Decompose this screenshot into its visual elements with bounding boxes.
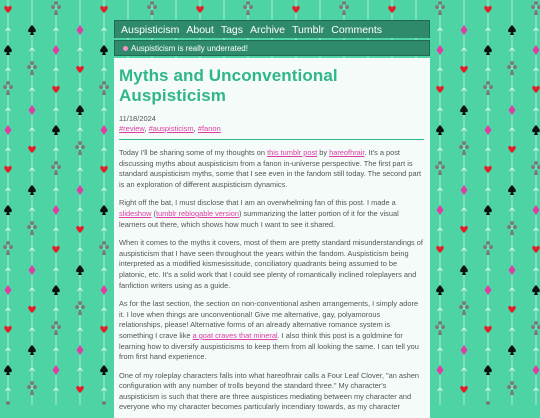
heart-icon: [28, 146, 36, 153]
link-tumblr-reblogable[interactable]: tumblr reblogable version: [155, 208, 239, 218]
paragraph-4: [119, 299, 424, 363]
top-nav: [114, 20, 430, 38]
paragraph-5: One of my roleplay characters falls into what hareofhrair calls a Four Leaf Clover, "an ashen configuration with any number of trolls beyond the standard three." My character's auspisticism is such that there are three auspistices mediating between my character and everyone who my character becomes particularly incendiary towards, as my character: [119, 370, 420, 412]
diamond-icon: [485, 125, 492, 135]
p1-text-a: Today I'll be sharing some of my thoughts on: [119, 148, 268, 157]
heart-icon: [76, 226, 84, 233]
spade-icon: [508, 185, 516, 195]
spade-icon: [436, 285, 444, 295]
link-slideshow[interactable]: slideshow: [119, 208, 152, 218]
heart-icon: [52, 86, 60, 93]
p2-text-b: (: [151, 208, 156, 218]
spade-icon: [460, 105, 468, 115]
spade-icon: [4, 365, 12, 375]
spade-icon: [508, 345, 516, 355]
spade-icon: [436, 125, 444, 135]
heart-icon: [460, 226, 468, 233]
heart-icon: [100, 326, 108, 333]
spade-icon: [52, 285, 60, 295]
paragraph-1: [119, 148, 424, 190]
diamond-icon: [101, 125, 108, 135]
spade-icon: [4, 205, 12, 215]
post-tags: #review, #auspisticism, #fanon: [119, 124, 221, 133]
diamond-icon: [53, 205, 60, 215]
p4-text-b: . I also think this post is a goldmine for learning how to diversify auspisticisms to keep them from all looking the same. I can tell you from first hand experience.: [119, 330, 419, 362]
club-icon: [531, 321, 540, 335]
nav-item-about[interactable]: About: [186, 23, 214, 36]
spade-icon: [28, 25, 36, 35]
diamond-icon: [77, 345, 84, 355]
club-icon: [531, 1, 540, 15]
diamond-icon: [533, 205, 540, 215]
nav-item-tags[interactable]: Tags: [220, 23, 243, 36]
bullet-icon: [123, 46, 128, 51]
p2-text-c: ) summarizing the latter portion of it for the visual learners out there, which shows how much I want to see it shared.: [119, 208, 399, 229]
club-icon: [3, 401, 13, 405]
diamond-icon: [461, 25, 468, 35]
heart-icon: [460, 386, 468, 393]
diamond-icon: [5, 125, 12, 135]
tag-review[interactable]: #review: [119, 124, 145, 133]
heart-icon: [484, 326, 492, 333]
post-date: 11/18/2024: [119, 114, 156, 123]
diamond-icon: [77, 185, 84, 195]
spade-icon: [484, 365, 492, 375]
heart-icon: [484, 6, 492, 13]
diamond-icon: [437, 205, 444, 215]
link-goat-mineral[interactable]: a goat craves that mineral: [192, 330, 278, 340]
spade-icon: [508, 25, 516, 35]
diamond-icon: [437, 45, 444, 55]
nav-item-home[interactable]: Auspisticism: [121, 23, 180, 36]
marquee-banner: [114, 40, 430, 56]
diamond-icon: [53, 365, 60, 375]
heart-icon: [460, 66, 468, 73]
diamond-icon: [533, 365, 540, 375]
heart-icon: [508, 306, 516, 313]
heart-icon: [52, 246, 60, 253]
heart-icon: [76, 66, 84, 73]
spade-icon: [460, 265, 468, 275]
heart-icon: [508, 146, 516, 153]
link-tumblr-post[interactable]: this tumblr post: [267, 148, 318, 157]
heart-icon: [28, 306, 36, 313]
tag-fanon[interactable]: #fanon: [197, 124, 221, 133]
heart-icon: [484, 166, 492, 173]
club-icon: [99, 401, 109, 405]
spade-icon: [52, 125, 60, 135]
heart-icon: [4, 166, 12, 173]
spade-icon: [28, 185, 36, 195]
diamond-icon: [461, 345, 468, 355]
spade-icon: [484, 205, 492, 215]
heart-icon: [436, 246, 444, 253]
diamond-icon: [101, 285, 108, 295]
heart-icon: [388, 6, 396, 13]
spade-icon: [532, 285, 540, 295]
spade-icon: [76, 105, 84, 115]
spade-icon: [484, 45, 492, 55]
heart-icon: [4, 6, 12, 13]
heart-icon: [436, 86, 444, 93]
diamond-icon: [485, 285, 492, 295]
diamond-icon: [29, 265, 36, 275]
heart-icon: [196, 6, 204, 13]
club-icon: [483, 401, 493, 405]
tag-auspisticism[interactable]: #auspisticism: [148, 124, 194, 133]
p1-text-b: by: [317, 148, 330, 157]
heart-icon: [100, 6, 108, 13]
spade-icon: [4, 45, 12, 55]
heart-icon: [532, 246, 540, 253]
marquee-text: Auspisticism is really underrated!: [131, 43, 248, 53]
title-divider: [119, 139, 424, 140]
p1-text-c: . It's a post discussing myths about auspisticism from a fanon in-universe perspective. The first part is standard auspisticism myths, some that I see even in the fandom still today. The second part is an exploration of different auspisticism dynamics.: [119, 148, 422, 189]
diamond-icon: [29, 105, 36, 115]
diamond-icon: [77, 25, 84, 35]
nav-item-comments[interactable]: Comments: [331, 23, 383, 36]
spade-icon: [100, 365, 108, 375]
heart-icon: [532, 86, 540, 93]
link-hareofhrair[interactable]: hareofhrair: [329, 148, 365, 157]
spade-icon: [28, 345, 36, 355]
p2-text-a: Right off the bat, I must disclose that I am an overwhelming fan of this post. I made a: [119, 198, 396, 208]
heart-icon: [76, 386, 84, 393]
paragraph-3: When it comes to the myths it covers, most of them are pretty standard misunderstandings of auspisticism that I have seen throughout the years within the fandom. Auspisticism being interpreted as a modified kismesissitude, conciliatory quadrants being assumed to be platonic, etc. It's a solid work that I could see plenty of romantically inclined roleplayers and fanfiction writers using as a guide.: [119, 238, 423, 290]
nav-item-archive[interactable]: Archive: [250, 23, 286, 36]
heart-icon: [4, 326, 12, 333]
diamond-icon: [533, 45, 540, 55]
diamond-icon: [509, 265, 516, 275]
spade-icon: [100, 45, 108, 55]
spade-icon: [532, 125, 540, 135]
diamond-icon: [461, 185, 468, 195]
diamond-icon: [437, 365, 444, 375]
blog-page: [114, 20, 430, 412]
heart-icon: [292, 6, 300, 13]
diamond-icon: [5, 285, 12, 295]
diamond-icon: [509, 105, 516, 115]
nav-item-tumblr[interactable]: Tumblr: [292, 23, 325, 36]
spade-icon: [100, 205, 108, 215]
diamond-icon: [53, 45, 60, 55]
paragraph-2: [119, 198, 424, 230]
club-icon: [531, 161, 540, 175]
post-title: Myths and Unconventional Auspisticism: [119, 66, 338, 105]
heart-icon: [100, 166, 108, 173]
spade-icon: [76, 265, 84, 275]
p4-text-a: As for the last section, the section on non-conventional ashen arrangements, I simply adore it. I love when things are unconventional! Give me alternative, gay, polyamorous relationships, please! Alternative forms of an already alternative romance system is something I crave like: [119, 299, 419, 340]
post-content: [114, 58, 430, 418]
